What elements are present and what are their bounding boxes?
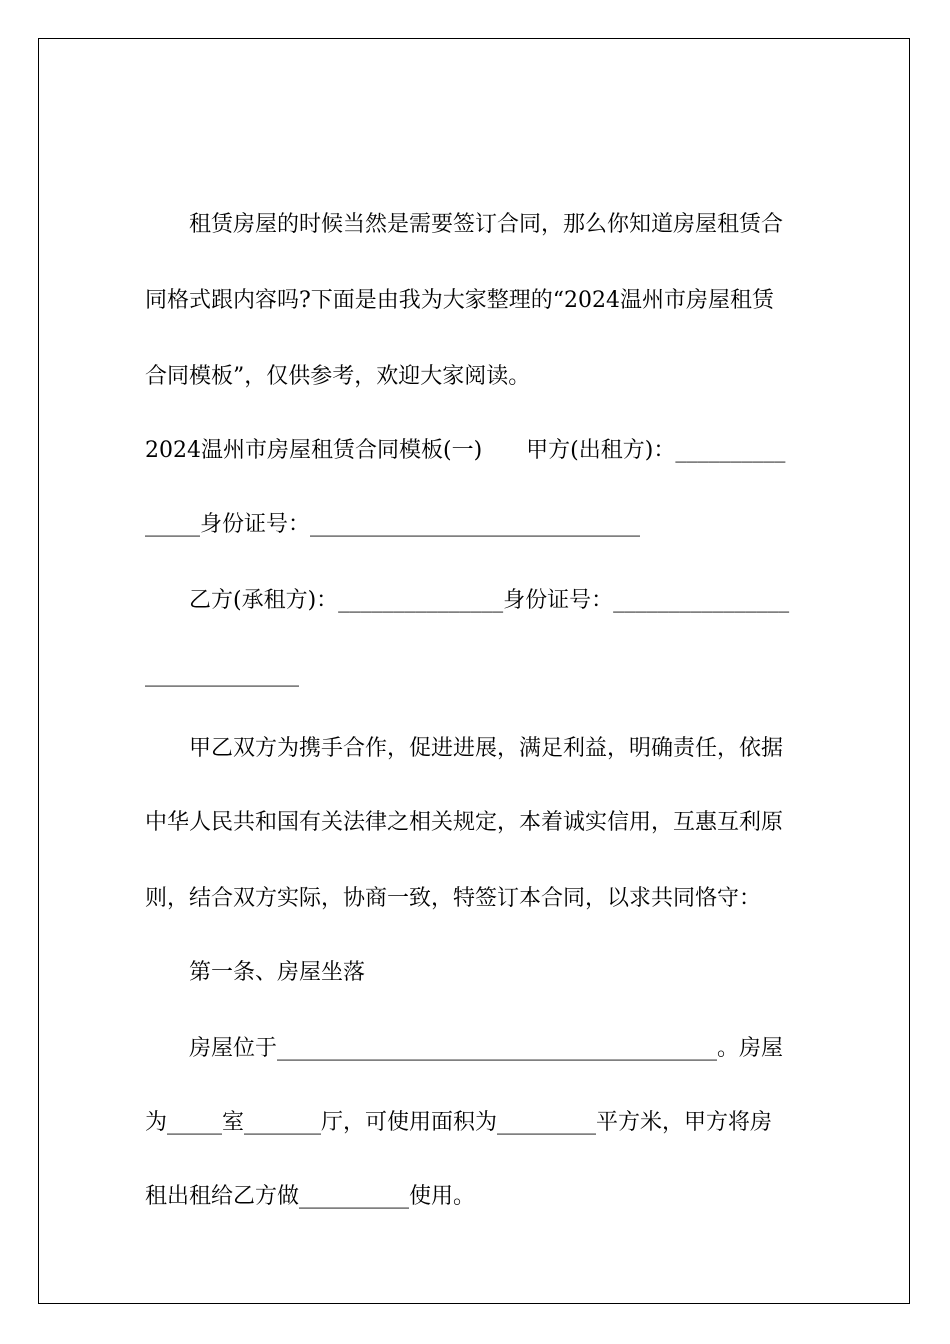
intro-line-2: 同格式跟内容吗?下面是由我为大家整理的“2024温州市房屋租赁: [145, 288, 775, 313]
intro-line-1: 租赁房屋的时候当然是需要签订合同，那么你知道房屋租赁合: [189, 212, 784, 237]
article-1-line-2: 为_____室_______厅，可使用面积为_________平方米，甲方将房: [145, 1110, 773, 1135]
preamble-line-2: 中华人民共和国有关法律之相关规定，本着诚实信用，互惠互利原: [145, 810, 784, 835]
article-1-heading: 第一条、房屋坐落: [189, 960, 366, 985]
party-b-line: 乙方(承租方)：_______________身份证号：________________: [189, 588, 790, 613]
contract-title-party-a: 2024温州市房屋租赁合同模板(一) 甲方(出租方)：__________: [145, 438, 786, 463]
intro-line-3: 合同模板”，仅供参考，欢迎大家阅读。: [145, 364, 531, 389]
preamble-line-3: 则，结合双方实际，协商一致，特签订本合同，以求共同恪守：: [145, 886, 762, 911]
article-1-line-3: 租出租给乙方做__________使用。: [145, 1184, 476, 1209]
preamble-line-1: 甲乙双方为携手合作，促进进展，满足利益，明确责任，依据: [189, 736, 784, 761]
party-a-id-line: _____身份证号：______________________________: [145, 512, 641, 537]
party-b-blank-line: ______________: [145, 662, 299, 687]
article-1-line-1: 房屋位于________________________________________。房屋: [189, 1036, 784, 1061]
